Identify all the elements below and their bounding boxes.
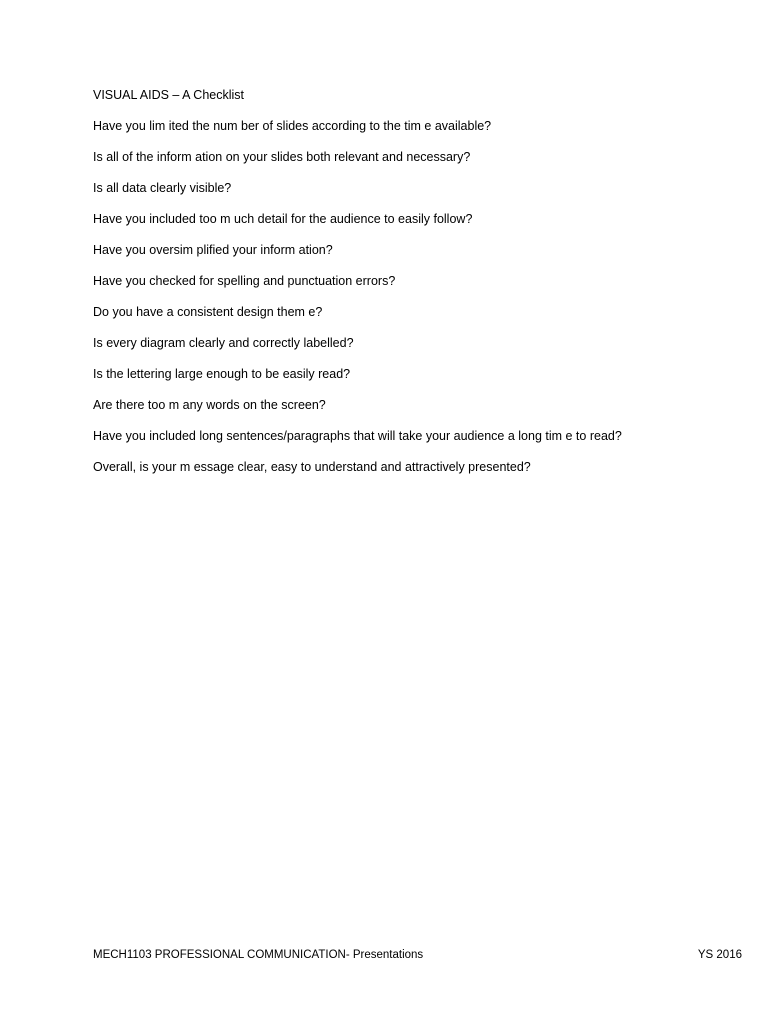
checklist-item: Is the lettering large enough to be easily read? [93,367,351,381]
checklist-item: Is every diagram clearly and correctly labelled? [93,336,354,350]
document-title: VISUAL AIDS – A Checklist [93,88,244,102]
checklist-item: Overall, is your m essage clear, easy to understand and attractively presented? [93,460,531,474]
checklist-item: Have you included too m uch detail for the audience to easily follow? [93,212,473,226]
checklist-content [93,86,713,489]
checklist-item: Are there too m any words on the screen? [93,398,326,412]
checklist-item: Have you oversim plified your inform ation? [93,243,333,257]
checklist-item: Do you have a consistent design them e? [93,305,323,319]
checklist-item: Is all data clearly visible? [93,181,232,195]
footer-author-year: YS 2016 [697,949,742,961]
checklist-item: Is all of the inform ation on your slides both relevant and necessary? [93,150,471,164]
checklist-item: Have you checked for spelling and punctuation errors? [93,274,396,288]
footer-course-label: MECH1103 PROFESSIONAL COMMUNICATION- Presentations [93,949,424,961]
checklist-item: Have you lim ited the num ber of slides according to the tim e available? [93,119,492,133]
checklist-item: Have you included long sentences/paragraphs that will take your audience a long tim e to read? [93,429,622,443]
